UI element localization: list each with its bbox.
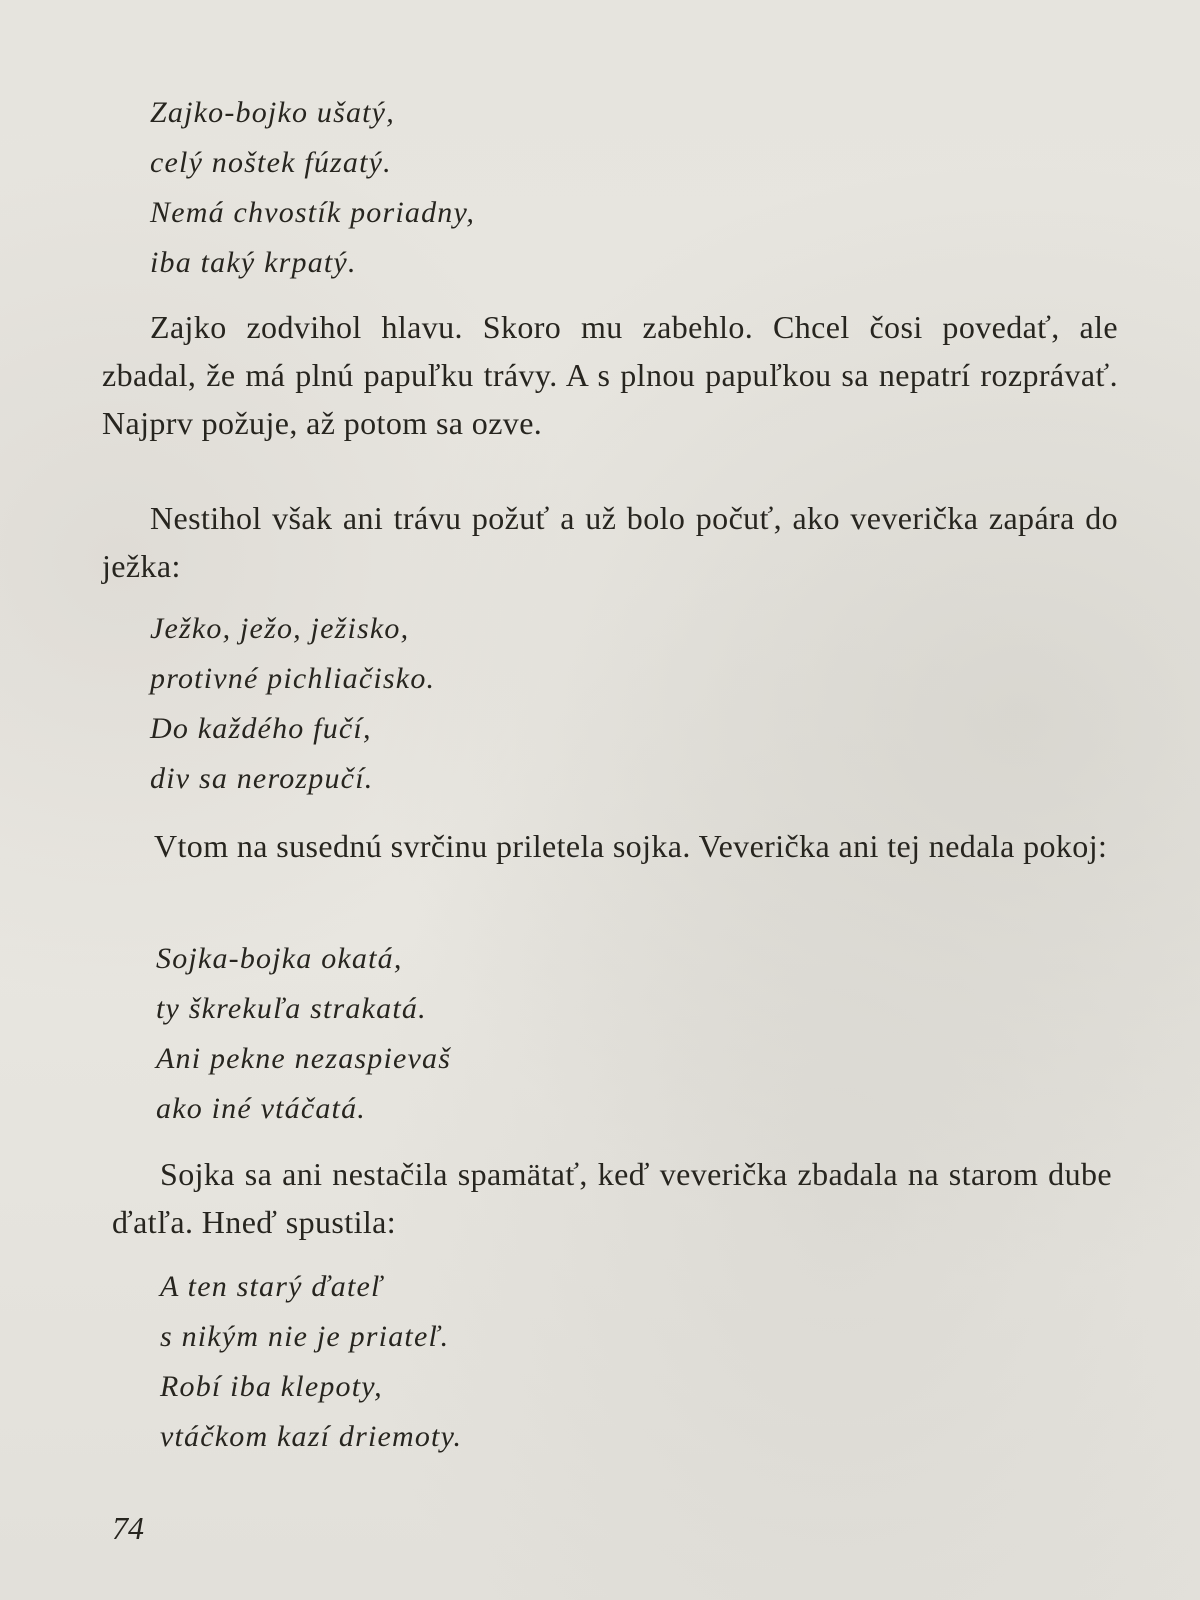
verse-line: celý noštek fúzatý. xyxy=(150,146,392,179)
verse-line: Robí iba klepoty, xyxy=(160,1370,383,1403)
page-number: 74 xyxy=(112,1510,144,1546)
verse-line: Sojka-bojka okatá, xyxy=(156,942,403,975)
verse-line: iba taký krpatý. xyxy=(150,246,357,279)
verse-line: A ten starý ďateľ xyxy=(160,1270,384,1303)
verse-jezko xyxy=(150,604,435,804)
verse-zajko xyxy=(150,88,475,288)
verse-line: Nemá chvostík poriadny, xyxy=(150,196,476,229)
verse-line: ako iné vtáčatá. xyxy=(156,1092,366,1125)
paragraph-nestihol xyxy=(102,494,1118,590)
verse-line: vtáčkom kazí driemoty. xyxy=(160,1420,463,1453)
paragraph-sojka xyxy=(112,1150,1112,1246)
verse-line: Do každého fučí, xyxy=(150,712,372,745)
verse-line: div sa nerozpučí. xyxy=(150,762,374,795)
verse-sojka xyxy=(156,934,451,1134)
paragraph-text: Vtom na susednú svrčinu priletela sojka. Veverička ani tej nedala pokoj: xyxy=(154,828,1108,864)
verse-line: protivné pichliačisko. xyxy=(150,662,436,695)
paragraph-text: Sojka sa ani nestačila spamätať, keď veverička zbadala na starom dube ďatľa. Hneď spustila: xyxy=(112,1156,1112,1240)
verse-line: Ježko, ježo, ježisko, xyxy=(150,612,410,645)
paragraph-text: Zajko zodvihol hlavu. Skoro mu zabehlo. Chcel čosi povedať, ale zbadal, že má plnú papuľku trávy. A s plnou papuľkou sa nepatrí rozprávať. Najprv požuje, až potom sa ozve. xyxy=(102,309,1118,441)
paragraph-text: Nestihol však ani trávu požuť a už bolo počuť, ako veverička zapára do ježka: xyxy=(102,500,1118,584)
paragraph-vtom xyxy=(106,822,1126,870)
verse-line: ty škrekuľa strakatá. xyxy=(156,992,427,1025)
verse-datel xyxy=(160,1262,462,1462)
verse-line: s nikým nie je priateľ. xyxy=(160,1320,450,1353)
verse-line: Zajko-bojko ušatý, xyxy=(150,96,395,129)
paragraph-zajko xyxy=(102,303,1118,447)
verse-line: Ani pekne nezaspievaš xyxy=(156,1042,452,1075)
